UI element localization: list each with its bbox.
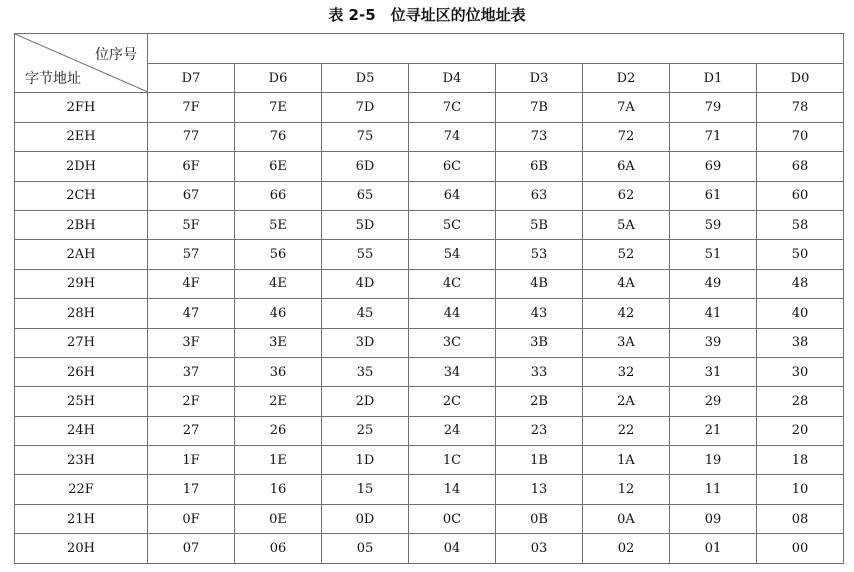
table-row [15, 181, 844, 210]
bit-address-cell: 2D [322, 387, 409, 416]
bit-address-cell: 25 [322, 416, 409, 445]
merged-header-blank [148, 34, 844, 64]
bit-address-cell: 6D [322, 152, 409, 181]
bit-header-cell: D1 [670, 64, 757, 93]
bit-address-cell: 55 [322, 240, 409, 269]
bit-address-cell: 12 [583, 475, 670, 504]
bit-address-cell: 26 [235, 416, 322, 445]
table-row [15, 475, 844, 504]
bit-address-cell: 16 [235, 475, 322, 504]
bit-address-cell: 7E [235, 93, 322, 122]
bit-header-cell: D4 [409, 64, 496, 93]
bit-address-cell: 1E [235, 446, 322, 475]
bit-address-cell: 5E [235, 210, 322, 239]
bit-address-cell: 1B [496, 446, 583, 475]
bit-address-cell: 05 [322, 534, 409, 563]
bit-address-cell: 3D [322, 328, 409, 357]
bit-address-cell: 28 [757, 387, 844, 416]
bit-address-cell: 0C [409, 504, 496, 533]
table-body [15, 93, 844, 563]
byte-address-cell: 22F [15, 475, 148, 504]
bit-address-cell: 57 [148, 240, 235, 269]
table-row [15, 93, 844, 122]
table-row [15, 122, 844, 151]
bit-address-cell: 36 [235, 357, 322, 386]
bit-address-cell: 60 [757, 181, 844, 210]
bit-address-cell: 56 [235, 240, 322, 269]
bit-address-cell: 3F [148, 328, 235, 357]
bit-address-cell: 00 [757, 534, 844, 563]
table-row [15, 504, 844, 533]
bit-address-cell: 4D [322, 269, 409, 298]
bit-header-cell: D0 [757, 64, 844, 93]
bit-address-cell: 14 [409, 475, 496, 504]
bit-address-cell: 4E [235, 269, 322, 298]
byte-address-cell: 2FH [15, 93, 148, 122]
bit-address-cell: 69 [670, 152, 757, 181]
bit-address-cell: 62 [583, 181, 670, 210]
table-row [15, 387, 844, 416]
bit-address-cell: 04 [409, 534, 496, 563]
bit-address-cell: 5D [322, 210, 409, 239]
bit-address-cell: 6F [148, 152, 235, 181]
bit-address-cell: 0B [496, 504, 583, 533]
table-row [15, 210, 844, 239]
bit-address-cell: 1D [322, 446, 409, 475]
byte-address-cell: 20H [15, 534, 148, 563]
bit-address-cell: 43 [496, 299, 583, 328]
bit-address-cell: 37 [148, 357, 235, 386]
table-row [15, 534, 844, 563]
bit-address-cell: 03 [496, 534, 583, 563]
bit-header-cell: D3 [496, 64, 583, 93]
bit-address-cell: 4F [148, 269, 235, 298]
bit-header-cell: D6 [235, 64, 322, 93]
bit-address-cell: 74 [409, 122, 496, 151]
bit-address-cell: 6E [235, 152, 322, 181]
byte-address-cell: 2DH [15, 152, 148, 181]
bit-address-cell: 7B [496, 93, 583, 122]
bit-address-cell: 1C [409, 446, 496, 475]
bit-address-cell: 2E [235, 387, 322, 416]
bit-address-cell: 63 [496, 181, 583, 210]
bit-address-cell: 13 [496, 475, 583, 504]
bit-address-cell: 67 [148, 181, 235, 210]
bit-address-cell: 5C [409, 210, 496, 239]
bit-address-cell: 65 [322, 181, 409, 210]
byte-address-cell: 2EH [15, 122, 148, 151]
bit-address-cell: 4A [583, 269, 670, 298]
bit-address-cell: 4C [409, 269, 496, 298]
table-row [15, 357, 844, 386]
bit-address-cell: 6B [496, 152, 583, 181]
bit-address-cell: 11 [670, 475, 757, 504]
bit-address-cell: 35 [322, 357, 409, 386]
bit-address-cell: 52 [583, 240, 670, 269]
bit-address-table [14, 33, 844, 564]
bit-address-cell: 0E [235, 504, 322, 533]
bit-address-cell: 6C [409, 152, 496, 181]
bit-address-cell: 66 [235, 181, 322, 210]
bit-address-cell: 27 [148, 416, 235, 445]
table-row [15, 328, 844, 357]
bit-address-cell: 44 [409, 299, 496, 328]
bit-address-cell: 68 [757, 152, 844, 181]
byte-address-cell: 29H [15, 269, 148, 298]
byte-address-cell: 26H [15, 357, 148, 386]
bit-address-cell: 7D [322, 93, 409, 122]
bit-address-cell: 45 [322, 299, 409, 328]
byte-address-cell: 25H [15, 387, 148, 416]
bit-address-cell: 24 [409, 416, 496, 445]
bit-address-cell: 20 [757, 416, 844, 445]
bit-address-cell: 58 [757, 210, 844, 239]
byte-address-cell: 2BH [15, 210, 148, 239]
bit-address-cell: 49 [670, 269, 757, 298]
bit-address-cell: 5B [496, 210, 583, 239]
bit-address-cell: 0F [148, 504, 235, 533]
bit-address-cell: 38 [757, 328, 844, 357]
bit-address-cell: 30 [757, 357, 844, 386]
table-row [15, 269, 844, 298]
bit-address-cell: 70 [757, 122, 844, 151]
byte-address-cell: 28H [15, 299, 148, 328]
bit-address-cell: 7C [409, 93, 496, 122]
bit-header-cell: D5 [322, 64, 409, 93]
bit-address-cell: 78 [757, 93, 844, 122]
table-row [15, 416, 844, 445]
bit-address-cell: 0D [322, 504, 409, 533]
bit-address-cell: 08 [757, 504, 844, 533]
byte-address-cell: 23H [15, 446, 148, 475]
bit-address-cell: 34 [409, 357, 496, 386]
bit-address-cell: 73 [496, 122, 583, 151]
bit-address-cell: 64 [409, 181, 496, 210]
bit-address-cell: 3B [496, 328, 583, 357]
bit-order-label: 位序号 [95, 47, 137, 63]
bit-address-cell: 51 [670, 240, 757, 269]
header-corner-cell [15, 34, 148, 93]
bit-address-cell: 23 [496, 416, 583, 445]
bit-header-cell: D7 [148, 64, 235, 93]
bit-address-cell: 7F [148, 93, 235, 122]
bit-address-cell: 29 [670, 387, 757, 416]
bit-address-cell: 01 [670, 534, 757, 563]
bit-address-cell: 5F [148, 210, 235, 239]
bit-address-cell: 47 [148, 299, 235, 328]
bit-address-cell: 33 [496, 357, 583, 386]
bit-address-cell: 21 [670, 416, 757, 445]
bit-address-cell: 15 [322, 475, 409, 504]
table-row [15, 446, 844, 475]
bit-address-cell: 50 [757, 240, 844, 269]
bit-address-cell: 06 [235, 534, 322, 563]
bit-address-cell: 61 [670, 181, 757, 210]
bit-address-cell: 4B [496, 269, 583, 298]
bit-address-cell: 75 [322, 122, 409, 151]
bit-address-cell: 7A [583, 93, 670, 122]
bit-address-cell: 09 [670, 504, 757, 533]
bit-address-cell: 1F [148, 446, 235, 475]
bit-address-cell: 1A [583, 446, 670, 475]
bit-address-cell: 3C [409, 328, 496, 357]
bit-address-cell: 17 [148, 475, 235, 504]
bit-address-cell: 02 [583, 534, 670, 563]
bit-address-cell: 2F [148, 387, 235, 416]
bit-address-cell: 6A [583, 152, 670, 181]
bit-address-cell: 79 [670, 93, 757, 122]
bit-address-cell: 72 [583, 122, 670, 151]
bit-address-cell: 10 [757, 475, 844, 504]
bit-address-cell: 0A [583, 504, 670, 533]
bit-address-cell: 2A [583, 387, 670, 416]
bit-address-cell: 07 [148, 534, 235, 563]
bit-address-cell: 42 [583, 299, 670, 328]
bit-address-cell: 3E [235, 328, 322, 357]
bit-address-cell: 18 [757, 446, 844, 475]
table-row [15, 240, 844, 269]
bit-address-cell: 54 [409, 240, 496, 269]
bit-address-cell: 31 [670, 357, 757, 386]
byte-address-cell: 27H [15, 328, 148, 357]
bit-address-cell: 53 [496, 240, 583, 269]
table-row [15, 299, 844, 328]
bit-address-cell: 59 [670, 210, 757, 239]
bit-address-cell: 48 [757, 269, 844, 298]
bit-address-cell: 77 [148, 122, 235, 151]
byte-address-cell: 21H [15, 504, 148, 533]
bit-address-cell: 2B [496, 387, 583, 416]
table-caption: 表 2-5 位寻址区的位地址表 [328, 6, 526, 24]
byte-address-cell: 24H [15, 416, 148, 445]
bit-address-cell: 19 [670, 446, 757, 475]
bit-address-cell: 76 [235, 122, 322, 151]
bit-header-cell: D2 [583, 64, 670, 93]
table-row [15, 152, 844, 181]
bit-address-cell: 41 [670, 299, 757, 328]
bit-address-cell: 40 [757, 299, 844, 328]
bit-address-cell: 2C [409, 387, 496, 416]
byte-address-cell: 2CH [15, 181, 148, 210]
byte-address-label: 字节地址 [25, 71, 81, 88]
byte-address-cell: 2AH [15, 240, 148, 269]
bit-address-cell: 22 [583, 416, 670, 445]
bit-address-cell: 71 [670, 122, 757, 151]
bit-address-cell: 5A [583, 210, 670, 239]
bit-address-cell: 46 [235, 299, 322, 328]
bit-address-cell: 3A [583, 328, 670, 357]
bit-address-cell: 39 [670, 328, 757, 357]
bit-address-cell: 32 [583, 357, 670, 386]
